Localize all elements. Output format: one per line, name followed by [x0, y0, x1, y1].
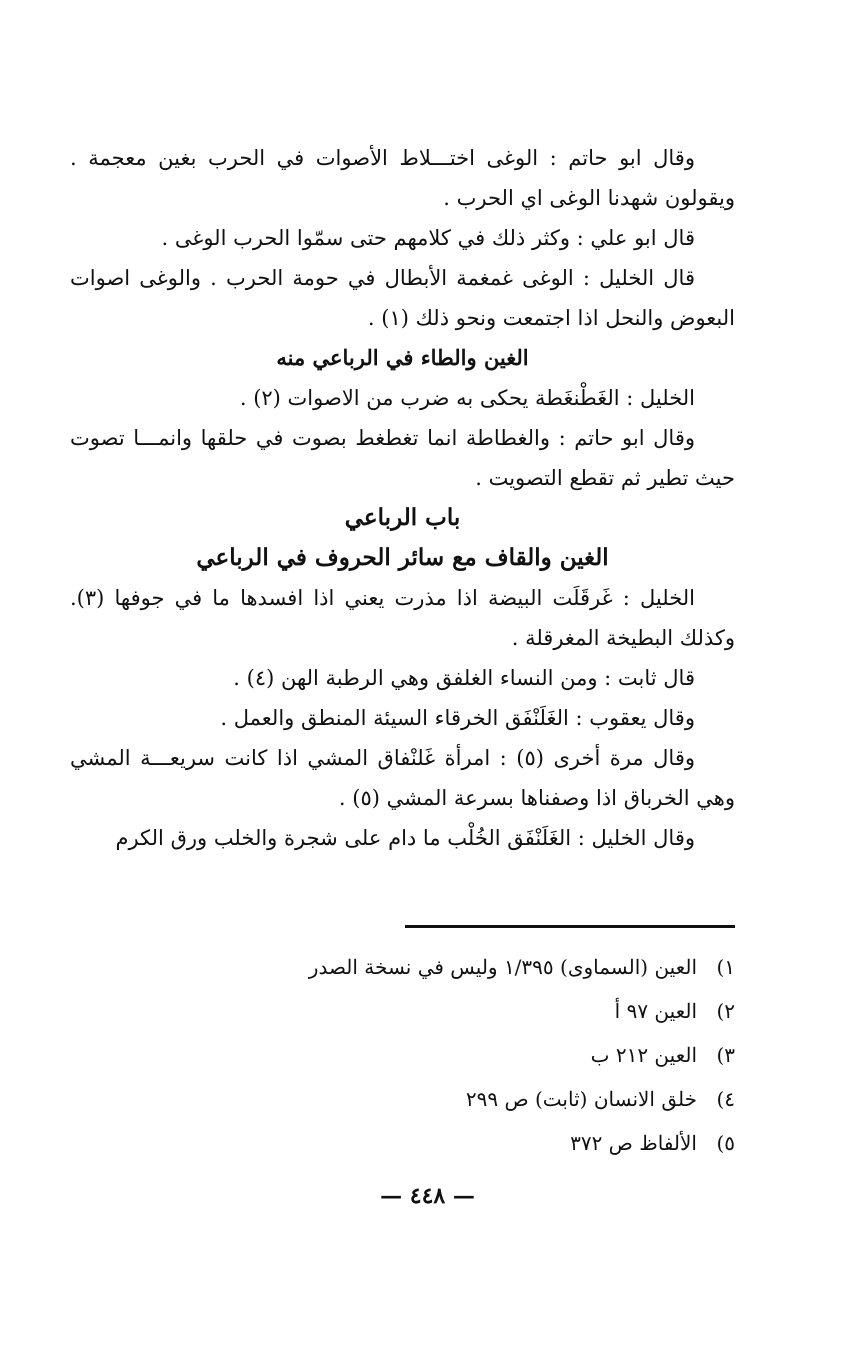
- footnote-2: [215, 989, 735, 1033]
- footnote-4: [215, 1077, 735, 1121]
- paragraph-khalil-wagha: قال الخليل : الوغى غمغمة الأبطال في حومة الحرب . والوغى اصوات البعوض والنحل اذا اجتمعت ونحو ذلك (١) .: [70, 266, 735, 330]
- page-number: — ٤٤٨ —: [380, 1183, 475, 1209]
- paragraph-abu-hatim-ghatata: وقال ابو حاتم : والغطاطة انما تغطغط بصوت في حلقها وانمـــا تصوت حيث تطير ثم تقطع التصويت .: [70, 426, 735, 490]
- chapter-heading: باب الرباعي: [344, 504, 461, 531]
- footnote-text: العين ٩٧ أ: [614, 999, 697, 1023]
- footnote-text: خلق الانسان (ثابت) ص ٢٩٩: [465, 1087, 697, 1111]
- paragraph-abu-hatim-wagha: وقال ابو حاتم : الوغى اختـــلاط الأصوات في الحرب بغين معجمة . ويقولون شهدنا الوغى اي الحرب .: [70, 146, 735, 210]
- section-heading: الغين والقاف مع سائر الحروف في الرباعي: [196, 544, 609, 571]
- paragraph-thabit: قال ثابت : ومن النساء الغلفق وهي الرطبة الهن (٤) .: [233, 666, 695, 690]
- footnote-number: ٢): [716, 999, 735, 1023]
- footnote-text: العين (السماوى) ١/٣٩٥ وليس في نسخة الصدر: [308, 955, 697, 979]
- footnote-divider: [405, 925, 735, 928]
- footnote-text: الألفاظ ص ٣٧٢: [570, 1131, 697, 1155]
- paragraph-marra-ukhra: وقال مرة أخرى (٥) : امرأة غَلنْفاق المشي اذا كانت سريعـــة المشي وهي الخرباق اذا وصفناها بسرعة المشي (٥) .: [70, 746, 735, 810]
- footnote-number: ١): [716, 955, 735, 979]
- footnote-number: ٤): [716, 1087, 735, 1111]
- body-text: [70, 138, 735, 858]
- footnote-3: [215, 1033, 735, 1077]
- footnote-1: [215, 945, 735, 989]
- subheading-ghain-taa: الغين والطاء في الرباعي منه: [276, 345, 529, 370]
- paragraph-abu-ali: قال ابو علي : وكثر ذلك في كلامهم حتى سمّوا الحرب الوغى .: [161, 226, 695, 250]
- paragraph-khalil-ghalanfaq: وقال الخليل : الغَلَنْفَق الخُلْب ما دام على شجرة والخلب ورق الكرم: [115, 826, 695, 850]
- footnote-number: ٥): [716, 1131, 735, 1155]
- footnotes: [215, 945, 735, 1165]
- paragraph-yaqub: وقال يعقوب : الغَلَنْفَق الخرقاء السيئة المنطق والعمل .: [220, 706, 695, 730]
- footnote-text: العين ٢١٢ ب: [590, 1043, 697, 1067]
- footnote-number: ٣): [716, 1043, 735, 1067]
- footnote-5: [215, 1121, 735, 1165]
- paragraph-khalil-ghatghata: الخليل : الغَطْنغَطة يحكى به ضرب من الاصوات (٢) .: [239, 386, 695, 410]
- paragraph-khalil-gharqalat: الخليل : غَرقَلَت البيضة اذا مذرت يعني اذا افسدها ما في جوفها (٣). وكذلك البطيخة المغرقلة .: [70, 586, 735, 650]
